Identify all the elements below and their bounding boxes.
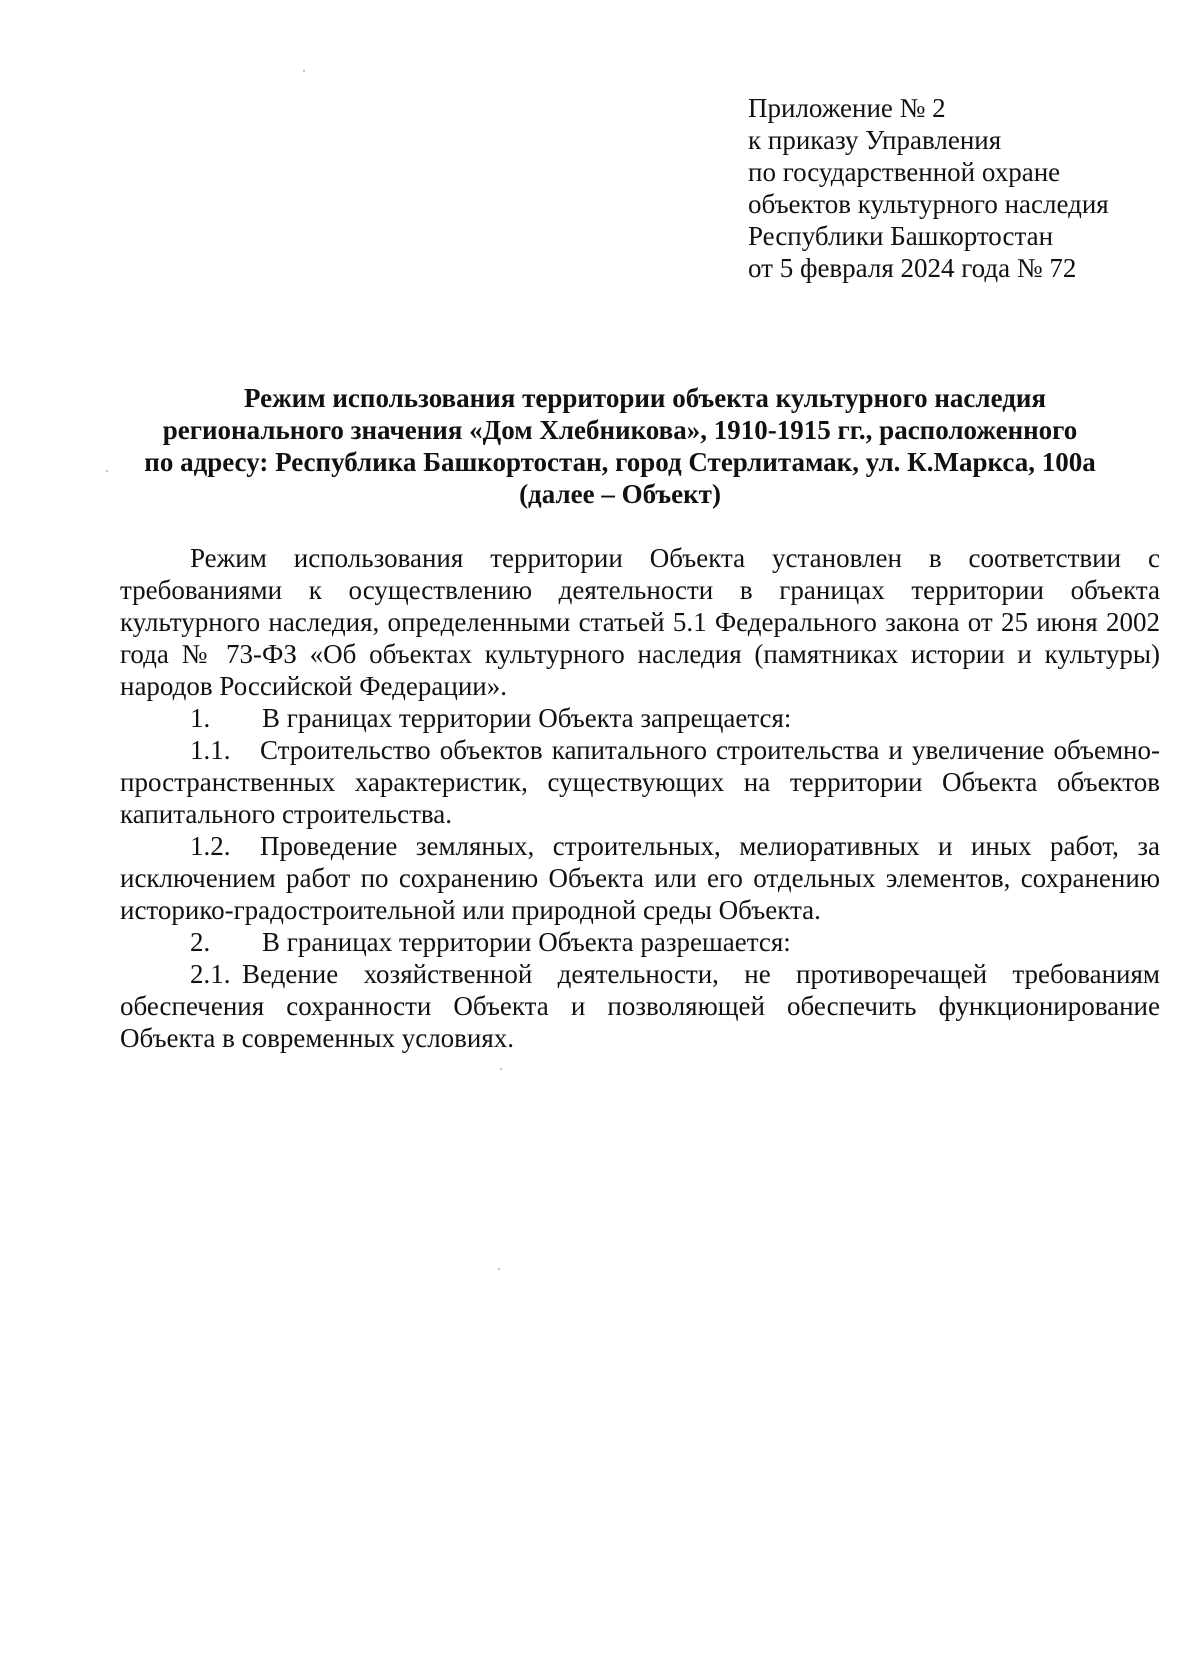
scan-speck: [106, 470, 108, 472]
document-title: [100, 382, 1140, 510]
scan-speck: [303, 70, 305, 72]
title-line: по адресу: Республика Башкортостан, город Стерлитамак, ул. К.Маркса, 100а: [144, 447, 1096, 477]
item-text: Проведение земляных, строительных, мелиоративных и иных работ, за исключением работ по сохранению Объекта или его отдельных элементов, сохранению историко-градостроительной или природной среды Объекта.: [120, 831, 1160, 925]
annex-line: Приложение № 2: [748, 93, 946, 123]
item-2-1: [120, 958, 1160, 1054]
annex-line: к приказу Управления: [748, 125, 1002, 155]
intro-paragraph: Режим использования территории Объекта установлен в соответствии с требованиями к осуществлению деятельности в границах территории объекта культурного наследия, определенными статьей 5.1 Федерального закона от 25 июня 2002 года № 73-ФЗ «Об объектах культурного наследия (памятниках истории и культуры) народов Российской Федерации».: [120, 543, 1160, 701]
item-text: Строительство объектов капитального строительства и увеличение объемно-пространственных характеристик, существующих на территории Объекта объектов капитального строительства.: [120, 735, 1160, 829]
document-body: [120, 542, 1160, 1054]
item-text: В границах территории Объекта разрешается:: [262, 927, 791, 957]
annex-line: объектов культурного наследия: [748, 189, 1109, 219]
scan-speck: [498, 1268, 500, 1270]
annex-line: Республики Башкортостан: [748, 221, 1054, 251]
annex-line: по государственной охране: [748, 157, 1061, 187]
scan-speck: [500, 1068, 502, 1070]
title-line: (далее – Объект): [519, 479, 721, 509]
title-line: регионального значения «Дом Хлебникова», 1910-1915 гг., расположенного: [162, 415, 1078, 445]
item-number: 2.: [190, 927, 211, 957]
item-text: Ведение хозяйственной деятельности, не противоречащей требованиям обеспечения сохранности Объекта и позволяющей обеспечить функционирование Объекта в современных условиях.: [120, 959, 1160, 1053]
item-1: [120, 702, 1160, 734]
annex-header: [748, 92, 1168, 284]
title-line: Режим использования территории объекта культурного наследия: [243, 383, 1047, 413]
annex-line: от 5 февраля 2024 года № 72: [748, 253, 1077, 283]
item-number: 1.: [190, 703, 211, 733]
item-text: В границах территории Объекта запрещается:: [262, 703, 792, 733]
item-number: 1.1.: [190, 735, 231, 765]
item-number: 1.2.: [190, 831, 231, 861]
item-1-2: [120, 830, 1160, 926]
item-2: [120, 926, 1160, 958]
item-number: 2.1.: [190, 959, 231, 989]
item-1-1: [120, 734, 1160, 830]
